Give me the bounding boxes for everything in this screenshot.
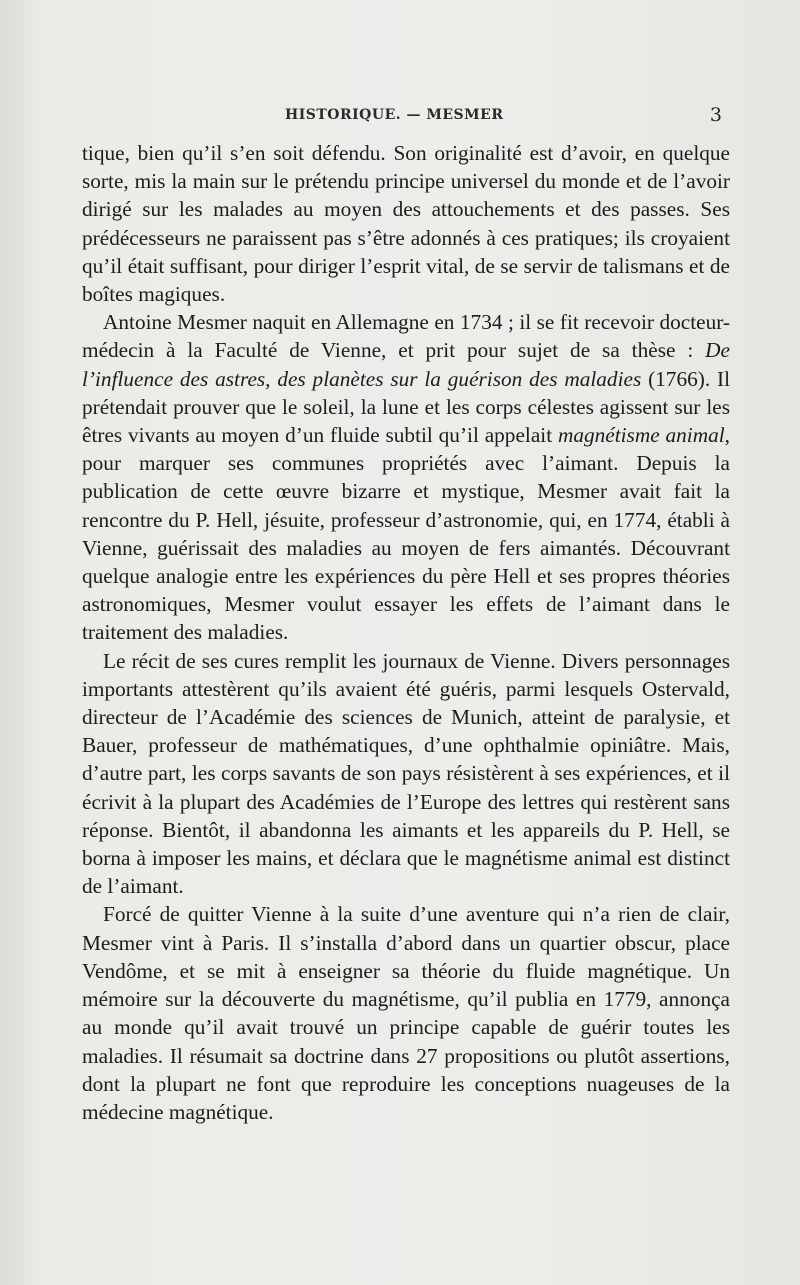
page-header [82, 104, 722, 130]
page-number: 3 [709, 104, 722, 126]
running-head: HISTORIQUE. — MESMER [285, 107, 504, 123]
paragraph-2 [82, 308, 730, 646]
paragraph-2-middle: (1766). Il prétendait prouver que le soleil, la lune et les corps célestes agissent sur les êtres vivants au moyen d’un fluide subtil qu’il appelait [82, 366, 731, 448]
thesis-title: De l’influence des astres, des planètes sur la guérison des maladies [82, 338, 730, 391]
paragraph-2-intro: Antoine Mesmer naquit en Allemagne en 1734 ; il se fit recevoir docteur-médecin à la Faculté de Vienne, et prit pour sujet de sa thèse : [82, 310, 730, 363]
paragraph-1: tique, bien qu’il s’en soit défendu. Son originalité est d’avoir, en quelque sorte, mis la main sur le prétendu principe universel du monde et de l’avoir dirigé sur les malades au moyen des attouchements et des passes. Ses prédécesseurs ne paraissent pas s’être adonnés à ces pratiques; ils croyaient qu’il était suffisant, pour diriger l’esprit vital, de se servir de talismans et de boîtes magiques. [82, 141, 730, 307]
paragraph-4: Forcé de quitter Vienne à la suite d’une aventure qui n’a rien de clair, Mesmer vint à Paris. Il s’installa d’abord dans un quartier obscur, place Vendôme, et se mit à enseigner sa théorie du fluide magnétique. Un mémoire sur la découverte du magnétisme, qu’il publia en 1779, annonça au monde qu’il avait trouvé un principe capable de guérir toutes les maladies. Il résumait sa doctrine dans 27 propositions ou plutôt assertions, dont la plupart ne font que reproduire les conceptions nuageuses de la médecine magnétique. [82, 902, 730, 1124]
magnetism-term: magnétisme animal [557, 423, 725, 448]
body-text [82, 139, 730, 1126]
paragraph-3: Le récit de ses cures remplit les journaux de Vienne. Divers personnages importants attestèrent qu’ils avaient été guéris, parmi lesquels Ostervald, directeur de l’Académie des sciences de Munich, atteint de paralysie, et Bauer, professeur de mathématiques, d’une ophthalmie opiniâtre. Mais, d’autre part, les corps savants de son pays résistèrent à ses expériences, et il écrivit à la plupart des Académies de l’Europe des lettres qui restèrent sans réponse. Bientôt, il abandonna les aimants et les appareils du P. Hell, se borna à imposer les mains, et déclara que le magnétisme animal est distinct de l’aimant. [82, 648, 730, 899]
paragraph-2-end: , pour marquer ses communes propriétés avec l’aimant. Depuis la publication de cette œuvre bizarre et mystique, Mesmer avait fait la rencontre du P. Hell, jésuite, professeur d’astronomie, qui, en 1774, établi à Vienne, guérissait des maladies au moyen de fers aimantés. Découvrant quelque analogie entre les expériences du père Hell et ses propres théories astronomiques, Mesmer voulut essayer les effets de l’aimant dans le traitement des maladies. [82, 423, 730, 645]
